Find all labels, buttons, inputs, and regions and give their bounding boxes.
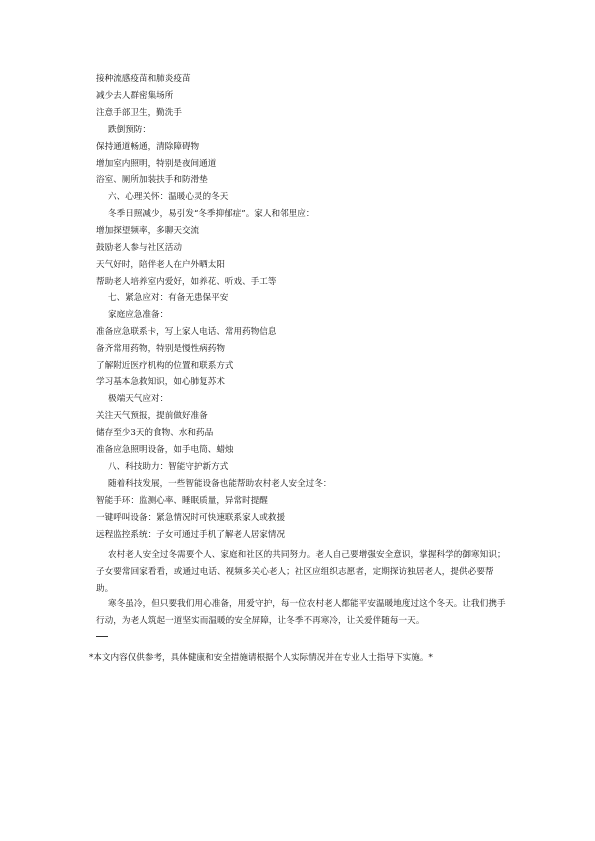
text-line-hobbies: 帮助老人培养室内爱好，如养花、听戏、手工等: [96, 277, 277, 287]
text-line-handrails: 浴室、厕所加装扶手和防滑垫: [96, 175, 208, 185]
text-line-medicines: 备齐常用药物，特别是慢性病药物: [96, 344, 225, 354]
text-line-first-aid: 学习基本急救知识，如心肺复苏术: [96, 377, 225, 387]
text-line-hand-hygiene: 注意手部卫生，勤洗手: [96, 108, 182, 118]
section-heading-fall-prevention: 跌倒预防：: [108, 125, 151, 135]
text-line-visits: 增加探望频率，多聊天交流: [96, 226, 200, 236]
text-line-clear-path: 保持通道畅通，清除障碍物: [96, 142, 200, 152]
text-line-avoid-crowds: 减少去人群密集场所: [96, 91, 174, 101]
separator-line: [96, 636, 108, 637]
text-line-lighting-equipment: 准备应急照明设备，如手电筒、蜡烛: [96, 445, 234, 455]
text-line-smart-devices-intro: 随着科技发展，一些智能设备也能帮助农村老人安全过冬：: [108, 479, 332, 489]
text-line-medical-facilities: 了解附近医疗机构的位置和联系方式: [96, 361, 234, 371]
section-heading-technology: 八、科技助力：智能守护新方式: [108, 462, 229, 472]
text-line-smart-band: 智能手环：监测心率、睡眠质量，异常时提醒: [96, 496, 268, 506]
text-line-vaccine: 接种流感疫苗和肺炎疫苗: [96, 74, 191, 84]
footnote: *本文内容仅供参考，具体健康和安全措施请根据个人实际情况并在专业人士指导下实施。*: [89, 653, 433, 663]
section-heading-emergency: 七、紧急应对：有备无患保平安: [108, 293, 229, 303]
text-line-lighting: 增加室内照明，特别是夜间通道: [96, 159, 217, 169]
text-line-one-key-call: 一键呼叫设备：紧急情况时可快速联系家人或救援: [96, 513, 286, 523]
text-line-supplies: 储存至少3天的食物、水和药品: [96, 428, 214, 438]
paragraph-conclusion: 寒冬虽冷，但只要我们用心准备，用爱守护，每一位农村老人都能平安温暖地度过这个冬天。让我们携手行动，为老人筑起一道坚实而温暖的安全屏障，让冬季不再寒冷，让关爱伴随每一天。: [96, 599, 506, 626]
text-line-sunshine: 天气好时，陪伴老人在户外晒太阳: [96, 260, 225, 270]
text-line-remote-monitoring: 远程监控系统：子女可通过手机了解老人居家情况: [96, 530, 286, 540]
text-line-community-activities: 鼓励老人参与社区活动: [96, 243, 182, 253]
text-line-contact-card: 准备应急联系卡，写上家人电话、常用药物信息: [96, 327, 277, 337]
text-line-winter-depression: 冬季日照减少，易引发“冬季抑郁症”。家人和邻里应：: [108, 209, 315, 219]
subheading-extreme-weather: 极端天气应对：: [108, 394, 169, 404]
paragraph-community-effort: 农村老人安全过冬需要个人、家庭和社区的共同努力。老人自己要增强安全意识，掌握科学的御寒知识；子女要常回家看看，或通过电话、视频多关心老人；社区应组织志愿者，定期探访独居老人，提供必要帮助。: [96, 550, 506, 594]
subheading-home-emergency: 家庭应急准备：: [108, 310, 169, 320]
section-heading-psychological-care: 六、心理关怀：温暖心灵的冬天: [108, 192, 229, 202]
text-line-weather-forecast: 关注天气预报，提前做好准备: [96, 411, 208, 421]
